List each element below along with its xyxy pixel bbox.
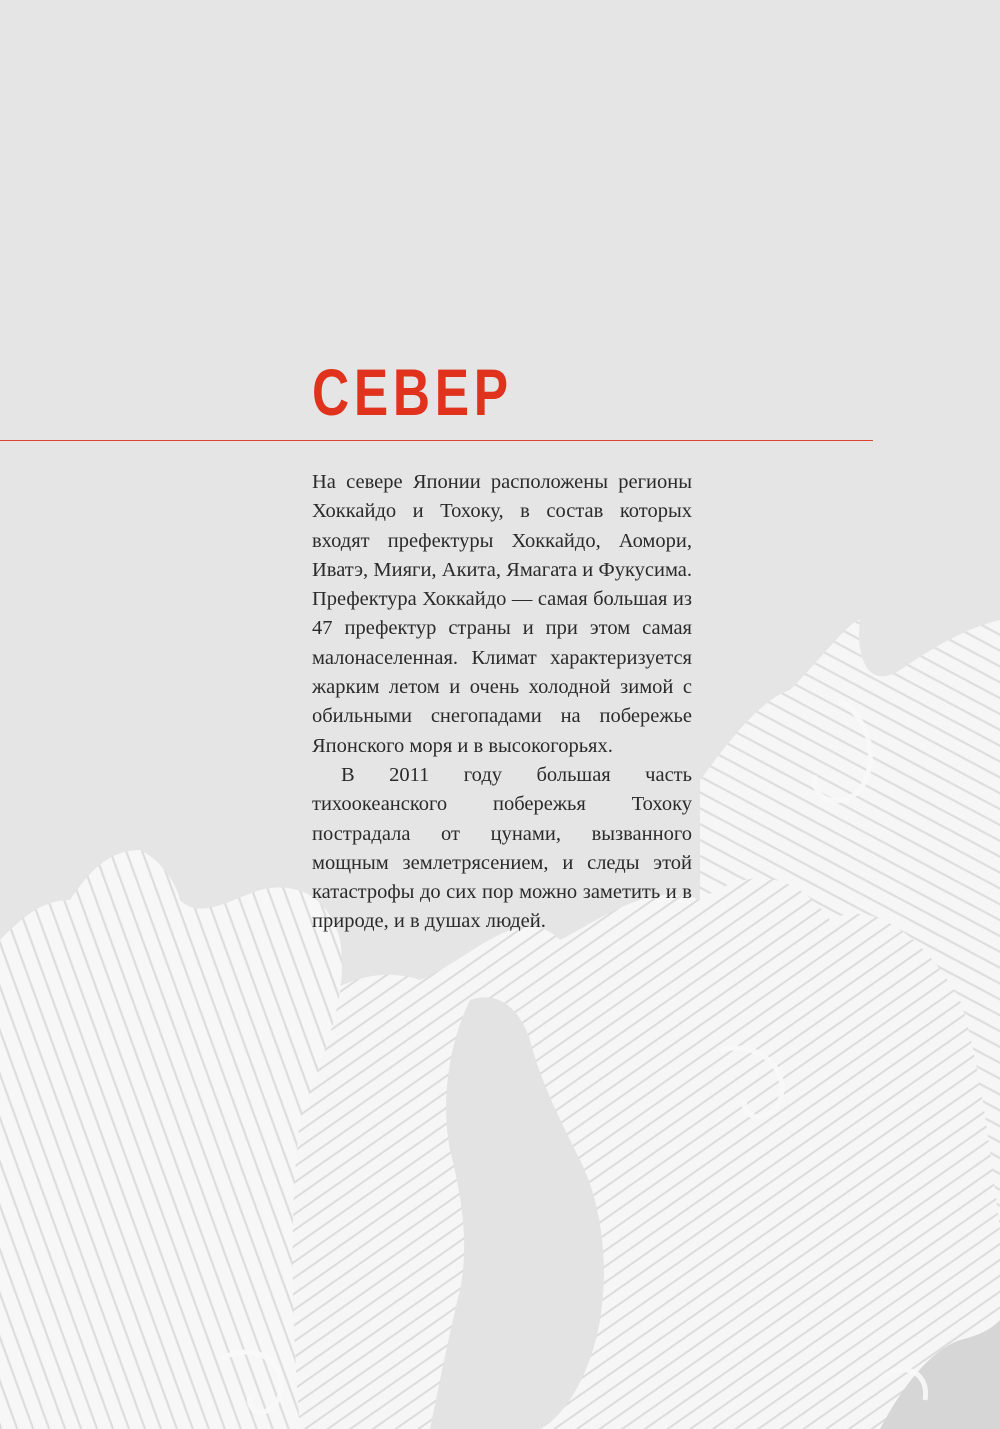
article-paragraph: На севере Японии расположены регионы Хоккайдо и Тохоку, в состав которых входят префектуры Хоккайдо, Аомори, Иватэ, Мияги, Акита, Ямагата и Фукусима. Префектура Хоккайдо — самая большая из 47 префектур страны и при этом самая малонаселенная. Климат характеризуется жарким летом и очень холодной зимой с обильными снегопадами на побережье Японского моря и в высокогорьях.	[312, 471, 692, 757]
article-body	[312, 468, 692, 937]
section-title: СЕВЕР	[312, 355, 513, 429]
article-paragraph: В 2011 году большая часть тихоокеанского побережья Тохоку пострадала от цунами, вызванного мощным землетрясением, и следы этой катастрофы до сих пор можно заметить и в природе, и в душах людей.	[312, 763, 692, 933]
title-divider	[0, 440, 873, 441]
wave-shape-center	[240, 878, 1000, 1429]
wave-shape-left	[0, 850, 342, 1429]
